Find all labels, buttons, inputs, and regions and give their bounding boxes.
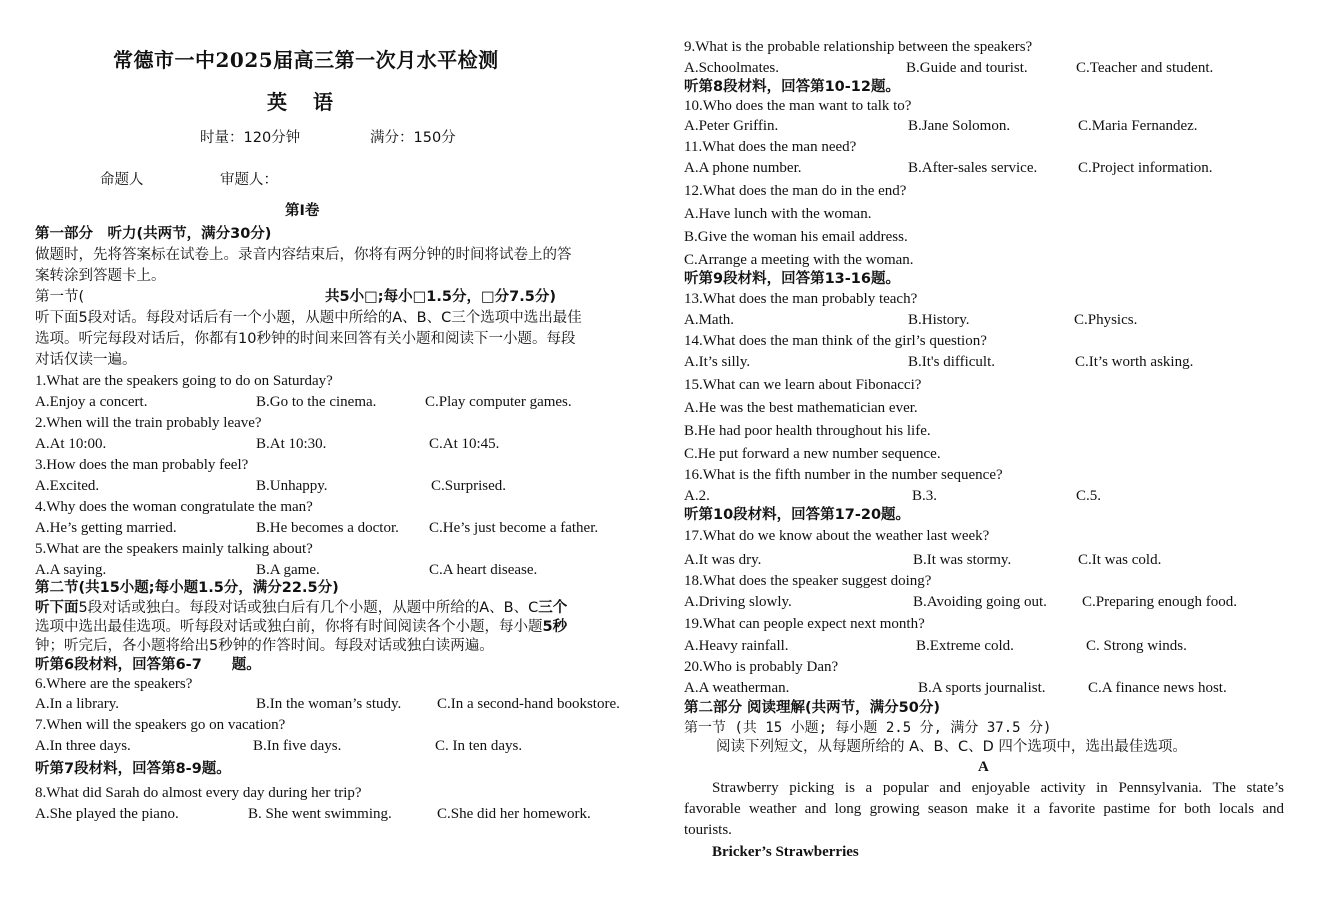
option-b: B.Jane Solomon. (908, 118, 1011, 134)
question-text: 12.What does the man do in the end? (684, 183, 907, 199)
option-a: A.Peter Griffin. (684, 118, 779, 134)
option-b: B.He had poor health throughout his life. (684, 423, 931, 439)
option-b: B.A sports journalist. (918, 680, 1046, 696)
option-a: A.At 10:00. (35, 436, 107, 452)
option-b: B.Unhappy. (256, 478, 328, 494)
section1-intro-line2: 选项。听完每段对话后，你都有10秒钟的时间来回答有关小题和阅读下一小题。每段 (35, 331, 576, 347)
option-c: C.Arrange a meeting with the woman. (684, 252, 914, 268)
option-a: A.He was the best mathematician ever. (684, 400, 918, 416)
option-b: B.At 10:30. (256, 436, 327, 452)
question-text: 11.What does the man need? (684, 139, 857, 155)
exam-time: 时量：120分钟 (200, 130, 301, 146)
question-text: 3.How does the man probably feel? (35, 457, 249, 473)
part1-intro-line2: 案转涂到答题卡上。 (35, 268, 166, 284)
section1-heading-left: 第一节( (35, 289, 85, 305)
option-c: C.She did her homework. (437, 806, 591, 822)
option-a: A.In three days. (35, 738, 131, 754)
option-c: C.He’s just become a father. (429, 520, 599, 536)
part2-heading: 第二部分 阅读理解(共两节，满分50分) (684, 700, 940, 716)
option-b: B.In the woman’s study. (256, 696, 402, 712)
option-b: B.After-sales service. (908, 160, 1038, 176)
option-b: B.Avoiding going out. (913, 594, 1047, 610)
question-text: 17.What do we know about the weather last week? (684, 528, 990, 544)
option-c: C.At 10:45. (429, 436, 500, 452)
question-text: 7.When will the speakers go on vacation? (35, 717, 286, 733)
question-text: 10.Who does the man want to talk to? (684, 98, 912, 114)
question-text: 18.What does the speaker suggest doing? (684, 573, 932, 589)
option-a: A.Excited. (35, 478, 100, 494)
section2-intro-line3: 钟；听完后，各小题将给出5秒钟的作答时间。每段对话或独白读两遍。 (35, 638, 494, 654)
option-a: A.It was dry. (684, 552, 762, 568)
option-c: C.He put forward a new number sequence. (684, 446, 941, 462)
part1-intro-line1: 做题时，先将答案标在试卷上。录音内容结束后，你将有两分钟的时间将试卷上的答 (35, 247, 572, 263)
option-b: B.Give the woman his email address. (684, 229, 908, 245)
option-c: C.In a second-hand bookstore. (437, 696, 620, 712)
option-c: C. In ten days. (435, 738, 523, 754)
option-b: B.History. (908, 312, 970, 328)
option-b: B.A game. (256, 562, 320, 578)
passage-line1: Strawberry picking is a popular and enjoyable activity in Pennsylvania. The state’s (712, 780, 1284, 796)
exam-title: 常德市一中2025届高三第一次月水平检测 (113, 48, 499, 72)
subject-title: 英语 (267, 90, 359, 114)
material9-heading: 听第9段材料，回答第13-16题。 (684, 271, 900, 287)
passage-subtitle: Bricker’s Strawberries (712, 844, 859, 860)
question-text: 1.What are the speakers going to do on Saturday? (35, 373, 333, 389)
material6-heading: 听第6段材料，回答第6-7 题。 (35, 657, 261, 673)
option-c: C.It’s worth asking. (1075, 354, 1194, 370)
option-b: B.Extreme cold. (916, 638, 1014, 654)
option-a: A.She played the piano. (35, 806, 179, 822)
question-text: 6.Where are the speakers? (35, 676, 193, 692)
option-a: A.He’s getting married. (35, 520, 177, 536)
reading-instruction: 阅读下列短文，从每题所给的 A、B、C、D 四个选项中，选出最佳选项。 (716, 739, 1187, 755)
question-text: 13.What does the man probably teach? (684, 291, 918, 307)
option-a: A.A weatherman. (684, 680, 790, 696)
material10-heading: 听第10段材料，回答第17-20题。 (684, 507, 911, 523)
option-b: B.3. (912, 488, 938, 504)
question-text: 15.What can we learn about Fibonacci? (684, 377, 922, 393)
section2-intro-line2: 选项中选出最佳选项。听每段对话或独白前，你将有时间阅读各个小题，每小题5秒 (35, 619, 568, 635)
option-c: C.Surprised. (431, 478, 506, 494)
option-c: C. Strong winds. (1086, 638, 1187, 654)
option-c: C.Physics. (1074, 312, 1138, 328)
question-text: 20.Who is probably Dan? (684, 659, 839, 675)
question-text: 4.Why does the woman congratulate the man? (35, 499, 313, 515)
option-c: C.Preparing enough food. (1082, 594, 1237, 610)
option-c: C.Teacher and student. (1076, 60, 1214, 76)
option-c: C.Play computer games. (425, 394, 572, 410)
option-b: B.Guide and tourist. (906, 60, 1028, 76)
question-text: 9.What is the probable relationship between the speakers? (684, 39, 1033, 55)
material8-heading: 听第8段材料，回答第10-12题。 (684, 79, 900, 95)
section1-heading-right: 共5小□;每小□1.5分，□分7.5分) (325, 289, 556, 305)
option-a: A.Driving slowly. (684, 594, 792, 610)
option-b: B.It was stormy. (913, 552, 1012, 568)
author-label: 命题人 (100, 172, 144, 188)
reviewer-label: 审题人： (220, 172, 278, 188)
section1-intro-line1: 听下面5段对话。每段对话后有一个小题，从题中所给的A、B、C三个选项中选出最佳 (35, 310, 582, 326)
option-a: A.Math. (684, 312, 734, 328)
option-a: A.Have lunch with the woman. (684, 206, 872, 222)
part1-heading: 第一部分 听力(共两节，满分30分) (35, 226, 272, 242)
option-a: A.2. (684, 488, 710, 504)
option-a: A.In a library. (35, 696, 119, 712)
question-text: 16.What is the fifth number in the number sequence? (684, 467, 1003, 483)
option-a: A.Heavy rainfall. (684, 638, 789, 654)
option-c: C.A finance news host. (1088, 680, 1227, 696)
option-b: B.In five days. (253, 738, 342, 754)
question-text: 2.When will the train probably leave? (35, 415, 262, 431)
option-c: C.Project information. (1078, 160, 1213, 176)
option-a: A.Enjoy a concert. (35, 394, 148, 410)
question-text: 14.What does the man think of the girl’s question? (684, 333, 987, 349)
question-text: 19.What can people expect next month? (684, 616, 925, 632)
question-text: 8.What did Sarah do almost every day during her trip? (35, 785, 362, 801)
passage-line3: tourists. (684, 822, 732, 838)
option-b: B.It's difficult. (908, 354, 996, 370)
passage-letter: A (978, 759, 989, 775)
section2-intro-line1: 听下面5段对话或独白。每段对话或独白后有几个小题，从题中所给的A、B、C三个 (35, 600, 568, 616)
option-a: A.It’s silly. (684, 354, 751, 370)
question-text: 5.What are the speakers mainly talking about? (35, 541, 313, 557)
option-b: B. She went swimming. (248, 806, 392, 822)
material7-heading: 听第7段材料，回答第8-9题。 (35, 761, 231, 777)
passage-line2: favorable weather and long growing season make it a favorite pastime for both locals and (684, 801, 1284, 817)
option-a: A.Schoolmates. (684, 60, 779, 76)
option-c: C.A heart disease. (429, 562, 538, 578)
volume-label: 第Ⅰ卷 (285, 203, 320, 219)
option-c: C.Maria Fernandez. (1078, 118, 1198, 134)
section1-intro-line3: 对话仅读一遍。 (35, 352, 137, 368)
section2-heading: 第二节(共15小题;每小题1.5分，满分22.5分) (35, 580, 339, 596)
option-b: B.Go to the cinema. (256, 394, 377, 410)
part2-section1-heading: 第一节 (共 15 小题; 每小题 2.5 分, 满分 37.5 分) (684, 720, 1052, 736)
option-a: A.A saying. (35, 562, 107, 578)
option-b: B.He becomes a doctor. (256, 520, 399, 536)
option-c: C.It was cold. (1078, 552, 1162, 568)
option-c: C.5. (1076, 488, 1102, 504)
exam-score: 满分：150分 (370, 130, 456, 146)
option-a: A.A phone number. (684, 160, 802, 176)
